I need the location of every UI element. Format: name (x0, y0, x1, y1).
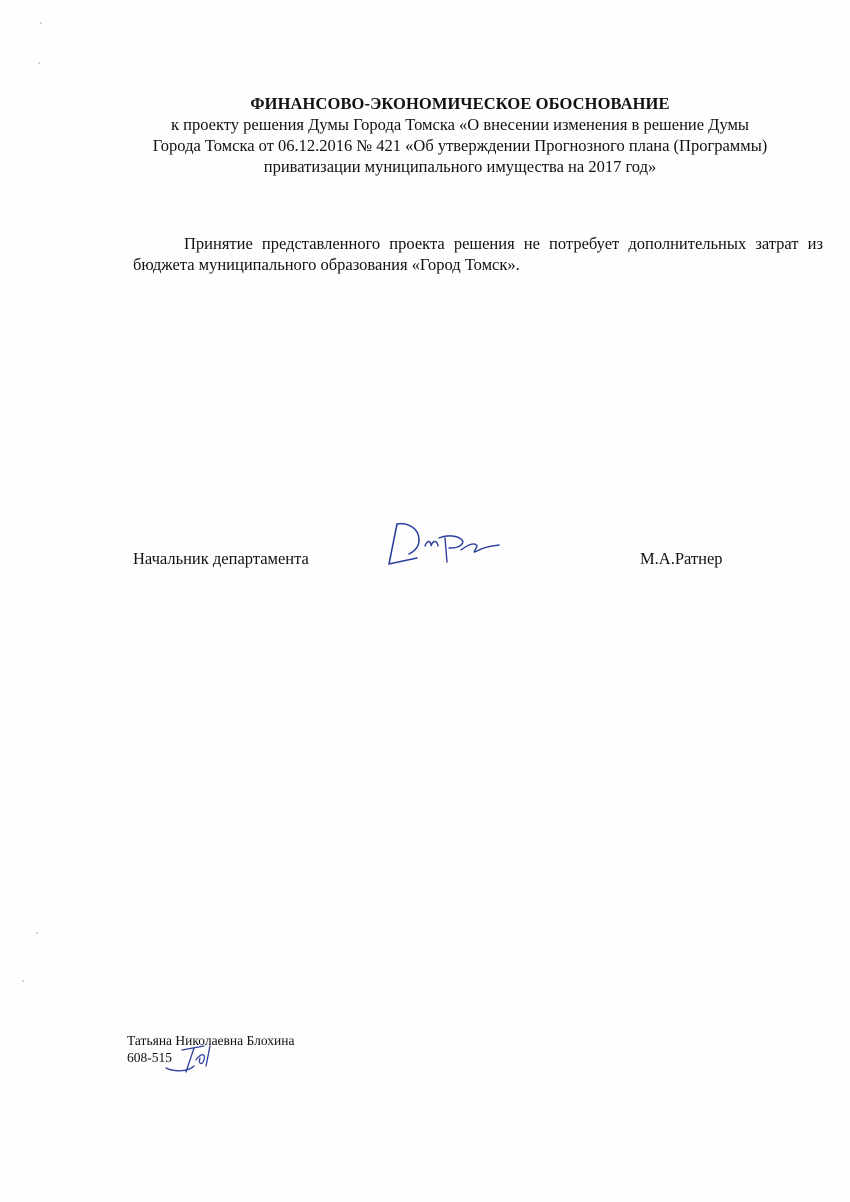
scan-speck (40, 22, 42, 24)
signatory-name: М.А.Ратнер (640, 549, 723, 568)
document-title: ФИНАНСОВО-ЭКОНОМИЧЕСКОЕ ОБОСНОВАНИЕ (250, 94, 670, 113)
scan-speck (22, 980, 24, 982)
subtitle-line: Города Томска от 06.12.2016 № 421 «Об утверждении Прогнозного плана (Программы) (152, 136, 768, 155)
signatory-position: Начальник департамента (133, 549, 309, 568)
executor-name: Татьяна Николаевна Блохина (127, 1033, 295, 1048)
handwritten-initials (160, 1038, 220, 1078)
executor-phone: 608-515 (127, 1050, 172, 1065)
body-paragraph: Принятие представленного проекта решения не потребует дополнительных затрат из бюджета муниципального образования «Город Томск». (133, 234, 823, 274)
document-header (120, 93, 800, 177)
scan-speck (36, 932, 38, 934)
handwritten-signature (383, 518, 503, 574)
subtitle-line: приватизации муниципального имущества на 2017 год» (263, 157, 657, 176)
subtitle-line: к проекту решения Думы Города Томска «О внесении изменения в решение Думы (171, 115, 749, 134)
scan-speck (38, 62, 40, 64)
